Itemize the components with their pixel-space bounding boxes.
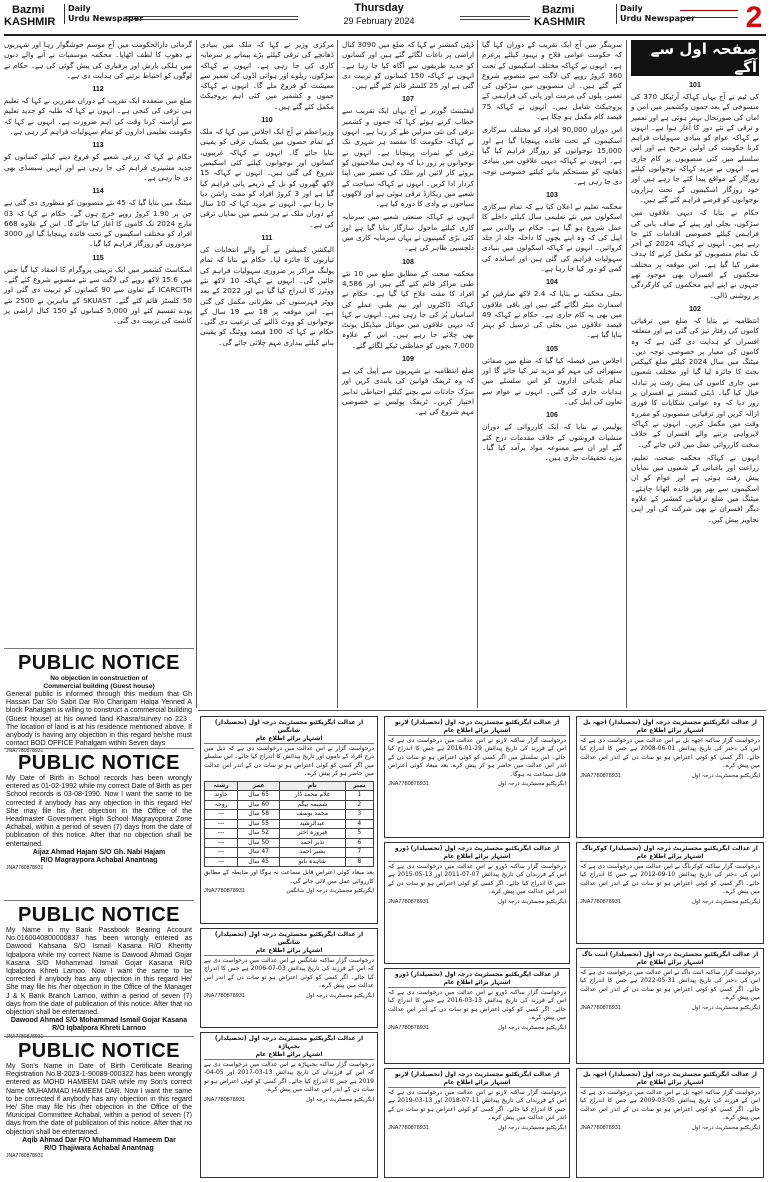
- table-cell: شمیمہ بیگم: [280, 800, 345, 810]
- table-row: [205, 838, 374, 848]
- table-cell: فیروزہ اختر: [280, 829, 345, 839]
- ad-subheading: اشتہار برائے اطلاع عام: [204, 1051, 374, 1060]
- ad-body: درخواست گزار ساکنہ کوکرناگ نے اس عدالت میں درخواست دی ہے کہ اس کی دختر کی تاریخ پیدائش 10-09-2012 ہے جس کا اندراج کیا جائے۔ اگر کسی کو کوئی اعتراض ہو تو سات دن کے اندر اس عدالت میں پیش کرے۔: [580, 863, 760, 896]
- table-cell: 1: [345, 791, 373, 801]
- news-column-1: [631, 80, 759, 704]
- table-cell: 47 سال: [238, 848, 280, 858]
- ad-code: JNA7780878931: [388, 781, 429, 788]
- table-cell: 7: [345, 848, 373, 858]
- table-row: [205, 857, 374, 867]
- notice-signature-line2: R/O Thajiwara Achabal Anantnag: [44, 1145, 154, 1153]
- ad-signature: ایگزیکٹیو مجسٹریٹ درجہ اول: [305, 1096, 374, 1103]
- column-divider: [337, 40, 338, 708]
- story-number: 102: [689, 305, 701, 313]
- notice-signature-line1: Aijaz Ahmad Hajam S/O Gh. Nabi Hajam: [32, 848, 166, 856]
- table-cell: ---: [205, 838, 238, 848]
- story-paragraph: انہوں نے کہاکہ محکمہ صحت، تعلیم، زراعت اور باغبانی کے شعبوں میں نمایاں پیش رفت ہوئی ہے اور عوام کو ان اسکیموں سے بھر پور فائدہ اٹھانا چاہئے۔ میٹنگ میں ضلع ترقیاتی کمشنر کے علاوہ دیگر افسران نے بھی شرکت کی اور اپنی تجاویز پیش کیں۔: [631, 452, 759, 524]
- story-number: 108: [402, 258, 414, 266]
- notice-code: JNA7780878931: [6, 748, 44, 755]
- court-notice-ad: [384, 716, 570, 838]
- masthead-rule-left: [126, 16, 298, 20]
- ad-subheading: اشتہار برائے اطلاع عام: [580, 727, 760, 736]
- notice-signature-line1: Aqib Ahmad Dar F/O Muhammad Hameem Dar: [22, 1136, 176, 1144]
- ad-signature: ایگزیکٹیو مجسٹریٹ درجہ اول: [691, 898, 760, 905]
- story-number: 114: [92, 188, 104, 196]
- story-paragraph: وزیراعظم نے آج ایک اجلاس میں کہا کہ ملک کے تمام حصوں میں یکساں ترقی کو یقینی بنایا جائے گا۔ انہوں نے کہاکہ غریبوں، کسانوں اور نوجوانوں کیلئے کئی اسکیمیں شروع کی گئی ہیں۔ انہوں نے کہاکہ 15 لاکھ گھروں کو نل کے ذریعے پانی فراہم کیا گیا ہے اور 3 کروڑ افراد کو مفت راشن دیا جا رہا ہے۔ انہوں نے مزید کہا کہ 10 سال کے دوران ملک نے ہر شعبے میں نمایاں ترقی کی ہے۔: [200, 127, 334, 229]
- story-paragraph: انہوں نے کہاکہ صنعتی شعبے میں سرمایہ کاری کیلئے ماحول سازگار بنایا گیا ہے اور کئی بڑی کمپنیوں نے یہاں سرمایہ کاری میں دلچسپی ظاہر کی ہے۔: [342, 212, 474, 253]
- public-notice: [4, 648, 194, 755]
- table-cell: ---: [205, 810, 238, 820]
- ad-subheading: اشتہار برائے اطلاع عام: [204, 735, 374, 744]
- ad-body: درخواست گزار ساکنہ اننت ناگ نے اس عدالت میں درخواست دی ہے کہ اس کی دختر کی تاریخ پیدائش 31-05-2022 ہے جس کا اندراج کیا جائے۔ اگر کسی کو کوئی اعتراض ہو تو سات دن کے اندر اس عدالت میں پیش کرے۔: [580, 969, 760, 1002]
- ad-signature: ایگزیکٹیو مجسٹریٹ درجہ اول: [691, 1004, 760, 1011]
- table-cell: غلام محمد ڈار: [280, 791, 345, 801]
- paragraph-gap: [631, 525, 759, 528]
- notice-heading-line1: No objection in construction of: [50, 675, 148, 682]
- news-column-2: [482, 40, 622, 704]
- story-number: 111: [261, 235, 273, 243]
- ad-heading: از عدالت ایگزیکٹیو مجسٹریٹ درجہ اول (تحصیلدار) بجبہاڑہ: [214, 1035, 364, 1050]
- notice-title: PUBLIC NOTICE: [17, 904, 181, 926]
- story-number: 110: [261, 117, 273, 125]
- story-paragraph: میٹنگ میں بتایا گیا کہ 45 نئے منصوبوں کو منظوری دی گئی ہے جن پر 1.90 کروڑ روپے خرچ ہوں گے۔ حکام نے کہا کہ 03 مارچ 2024 تک کاموں کا آغاز کیا جائے گا۔ اس کے علاوہ 668 افراد کو مختلف اسکیموں کے تحت فائدہ پہنچایا گیا اور 3000 مزدوروں کو روزگار فراہم کیا گیا۔: [4, 198, 193, 249]
- ad-heading: از عدالت ایگزیکٹیو مجسٹریٹ درجہ اول (تحصیلدار) اچھہ بل: [583, 719, 757, 726]
- story-paragraph: حکام نے بتایا کہ دیہی علاقوں میں سڑکوں، بجلی اور پینے کے صاف پانی کی فراہمی کیلئے خصوصی اقدامات کئے جا رہے ہیں۔ انہوں نے کہاکہ 2024 کے آخر تک تمام منصوبوں کو مکمل کرنے کا ہدف مقرر کیا گیا ہے۔ اس موقعہ پر مختلف محکموں کے افسران بھی موجود تھے جنہوں نے اپنے اپنے محکموں کی کارکردگی پر روشنی ڈالی۔: [631, 208, 760, 300]
- news-column-4: [200, 40, 334, 704]
- ad-code: JNA7780878931: [204, 887, 245, 894]
- story-paragraph: مرکزی وزیر نے کہا کہ ملک میں بنیادی ڈھانچے کی ترقی کیلئے بڑے پیمانے پر سرمایہ کاری کی جا رہی ہے۔ انہوں نے کہاکہ سڑکوں، ریلوے اور ہوائی اڈوں کی تعمیر سے معیشت کو فروغ ملے گا۔ انہوں نے کہاکہ جموں و کشمیر میں کئی اہم پروجیکٹ مکمل کئے گئے ہیں۔: [200, 40, 334, 111]
- story-paragraph: لیفٹیننٹ گورنر نے آج یہاں ایک تقریب سے خطاب کرتے ہوئے کہا کہ جموں و کشمیر ترقی کی نئی منزلیں طے کر رہا ہے۔ انہوں نے کہاکہ حکومت کا مقصد ہر شہری تک ترقی کے ثمرات پہنچانا ہے۔ انہوں نے نوجوانوں پر زور دیا کہ وہ اپنی صلاحیتوں کو بروئے کار لائیں اور ملک کی تعمیر میں اپنا کردار ادا کریں۔ انہوں نے کہاکہ سیاحت کے شعبے میں ریکارڈ ترقی ہوئی ہے اور لاکھوں سیاحوں نے وادی کا دورہ کیا ہے۔: [342, 106, 474, 209]
- story-number: 105: [546, 345, 558, 353]
- notice-title: PUBLIC NOTICE: [17, 752, 181, 774]
- notice-code: JNA7780878931: [6, 1033, 44, 1040]
- table-cell: 4: [345, 819, 373, 829]
- left-brand-line2: KASHMIR: [4, 16, 56, 28]
- notice-signature-line1: Dawood Ahmad S/O Mohammad Ismail Gojar Kasana: [10, 1017, 188, 1025]
- table-cell: 3: [345, 810, 373, 820]
- story-paragraph: گرمائی دارالحکومت میں آج موسم خوشگوار رہا اور شہریوں نے دھوپ کا لطف اٹھایا۔ محکمہ موسمیات نے آنے والے دنوں میں ہلکی بارش اور برفباری کی پیش گوئی کی ہے۔ حکام نے لوگوں کو احتیاط برتنے کی ہدایت دی ہے۔: [4, 40, 192, 80]
- ad-subheading: اشتہار برائے اطلاع عام: [388, 727, 566, 736]
- ad-footer: [580, 1124, 760, 1132]
- ad-signature: ایگزیکٹیو مجسٹریٹ درجہ اول: [305, 992, 374, 999]
- ad-subheading: اشتہار برائے اطلاع عام: [580, 1079, 760, 1088]
- table-cell: 50 سال: [238, 838, 280, 848]
- ad-subheading: اشتہار برائے اطلاع عام: [580, 959, 760, 968]
- story-paragraph: الیکشن کمیشن نے آنے والے انتخابات کی تیاریوں کا جائزہ لیا۔ حکام نے بتایا کہ تمام پولنگ مراکز پر ضروری سہولیات فراہم کی جائیں گی۔ انہوں نے کہاکہ 10 لاکھ نئے ووٹرز کا اندراج کیا گیا ہے اور 2022 کے بعد ووٹر فہرستوں کی نظرثانی مکمل کی گئی ہے۔ اس موقعہ پر 18 سے 19 سال کے نوجوانوں کو ووٹ ڈالنے کی ترغیب دی گئی۔ حکام نے کہا کہ 100 فیصد ووٹنگ کو یقینی بنانے کیلئے بیداری مہم چلائی جائے گی۔: [200, 245, 334, 347]
- ad-heading: از عدالت ایگزیکٹیو مجسٹریٹ درجہ اول (تحصیلدار) لارنو: [394, 719, 560, 726]
- court-notice-ad: [576, 842, 764, 944]
- ad-body-bottom: بعد میعاد کوئی اعتراض قابل سماعت نہ ہوگا اور ضابطہ کے مطابق کارروائی عمل میں لائی جائے گی۔: [204, 869, 374, 885]
- ad-code: JNA7780878931: [580, 898, 621, 905]
- ad-subheading: اشتہار برائے اطلاع عام: [388, 979, 566, 988]
- ad-subheading: اشتہار برائے اطلاع عام: [580, 853, 760, 862]
- news-column-5: [4, 40, 192, 644]
- story-number: 113: [92, 142, 104, 150]
- story-paragraph: انتظامیہ نے بتایا کہ ضلع میں ترقیاتی کاموں کی رفتار تیز کی گئی ہے اور متعلقہ افسران کو ہدایت دی گئی ہے کہ وہ کاموں کی معیار پر خصوصی توجہ دیں۔ میٹنگ میں سال 2024 کیلئے ضلع کیپکس بجٹ کا جائزہ لیا گیا اور مختلف شعبوں میں جاری کاموں کی پیش رفت پر تبادلہ خیال کیا گیا۔ ڈپٹی کمشنر نے افسران پر زور دیا کہ وہ عوامی شکایات کا فوری ازالہ کریں اور ترقیاتی منصوبوں کو مقررہ وقت میں مکمل کریں۔ انہوں نے کہاکہ لاپرواہی برتنے والے افسران کے خلاف سخت کارروائی عمل میں لائی جائے گی۔: [631, 315, 759, 449]
- table-cell: عبدالرشید: [280, 819, 345, 829]
- story-paragraph: ضلع انتظامیہ نے شہریوں سے اپیل کی ہے کہ وہ ٹریفک قوانین کی پابندی کریں اور سڑک حادثات سے بچنے کیلئے احتیاطی تدابیر اختیار کریں۔ ٹریفک پولیس نے خصوصی مہم شروع کی ہے۔: [342, 366, 474, 417]
- table-row: [205, 800, 374, 810]
- right-brand: [534, 4, 585, 28]
- ad-signature: ایگزیکٹیو مجسٹریٹ درجہ اول: [691, 1124, 760, 1131]
- ad-footer: [388, 1124, 566, 1132]
- story-paragraph: ڈپٹی کمشنر نے کہا کہ ضلع میں 3090 کنال اراضی پر باغات لگائے گئے ہیں اور کسانوں کو جدید طریقوں سے آگاہ کیا جا رہا ہے۔ انہوں نے کہاکہ 150 کسانوں کو تربیت دی گئی ہے اور 25 کلسٹر قائم کئے گئے ہیں۔: [342, 40, 474, 91]
- ad-code: JNA7780878931: [580, 772, 621, 779]
- right-brand-line1: Bazmi: [542, 4, 575, 16]
- court-notice-table-ad: [200, 716, 378, 924]
- ad-body: درخواست گزار ساکنہ شانگس نے اس عدالت میں درخواست دی ہے کہ اس کے فرزند کی تاریخ پیدائش 03-07-2006 ہے جس کا اندراج کیا جائے۔ اگر کسی کو کوئی اعتراض ہو تو سات دن کے اندر اس عدالت میں پیش کرے۔: [204, 957, 374, 990]
- ad-heading: از عدالت ایگزیکٹیو مجسٹریٹ درجہ اول (تحصیلدار) اننت ناگ: [581, 951, 759, 958]
- court-notice-ad: [384, 1068, 570, 1178]
- ad-code: JNA7780878931: [388, 1124, 429, 1131]
- ad-heading: از عدالت ایگزیکٹیو مجسٹریٹ درجہ اول (تحصیلدار) شانگس: [214, 719, 364, 734]
- page-number: 2: [742, 2, 766, 34]
- ad-body: درخواست گزار ساکنہ بجبہاڑہ نے اس عدالت میں درخواست دی ہے کہ اس کے فرزندان کی تاریخ پیدائش 13-03-2017 اور 05-04-2019 ہے جس کا اندراج کیا جائے۔ اگر کسی کو کوئی اعتراض ہو تو سات دن کے اندر اس عدالت میں پیش کرے۔: [204, 1061, 375, 1094]
- ad-body: درخواست گزار ساکنہ اچھہ بل نے اس عدالت میں درخواست دی ہے کہ اس کے فرزند کی تاریخ پیدائش 05-03-2009 ہے جس کا اندراج کیا جائے۔ اگر کسی کو کوئی اعتراض ہو تو سات دن کے اندر اس عدالت میں پیش کرے۔: [580, 1089, 760, 1122]
- table-cell: بشیر احمد: [280, 848, 345, 858]
- public-notice: [4, 1033, 194, 1180]
- notice-title: PUBLIC NOTICE: [17, 652, 181, 674]
- story-number: 101: [689, 82, 701, 89]
- right-subtitle-line2: Urdu Newspaper: [620, 14, 696, 23]
- table-header-cell: رشتہ: [205, 781, 238, 791]
- ad-subheading: اشتہار برائے اطلاع عام: [204, 947, 374, 956]
- table-cell: زوجہ: [205, 800, 238, 810]
- story-paragraph: بجلی محکمہ نے بتایا کہ 2.4 لاکھ صارفین کو اسمارٹ میٹر لگائے گئے ہیں اور باقی علاقوں میں بھی یہ کام جاری ہے۔ حکام نے کہاکہ 49 فیصد علاقوں میں بجلی کی ترسیل کو بہتر بنایا گیا ہے۔: [482, 289, 622, 340]
- table-cell: ---: [205, 819, 238, 829]
- masthead-rule-right: [460, 16, 530, 20]
- ads-top-rule: [198, 710, 766, 711]
- table-cell: ---: [205, 829, 238, 839]
- notice-signature-line2: R/O Iqbalpora Khreti Larnoo: [52, 1025, 146, 1033]
- table-row: [205, 791, 374, 801]
- ad-code: JNA7780878931: [580, 1004, 621, 1011]
- ad-heading: از عدالت ایگزیکٹیو مجسٹریٹ درجہ اول (تحصیلدار) کوکرناگ: [582, 845, 758, 852]
- story-number: 106: [546, 412, 558, 420]
- left-subtitle-line2: Urdu Newspaper: [68, 14, 144, 23]
- ad-body: درخواست گزار ساکنہ لارنو نے اس عدالت میں درخواست دی ہے کہ اس کے فرزندان کی تاریخ پیدائش 11-07-2018 اور 13-03-2019 ہے جس کا اندراج کیا جائے۔ اگر کسی کو کوئی اعتراض ہو تو سات دن کے اندر اس عدالت میں پیش کرے۔: [388, 1089, 566, 1122]
- ad-footer: [204, 992, 374, 1000]
- table-row: [205, 810, 374, 820]
- section-banner: [631, 40, 759, 76]
- table-header-cell: عمر: [238, 781, 280, 791]
- story-paragraph: محکمہ تعلیم نے اعلان کیا ہے کہ تمام سرکاری اسکولوں میں نئے تعلیمی سال کیلئے داخلے کا عمل شروع ہو گیا ہے۔ حکام نے والدین سے اپیل کی کہ وہ اپنے بچوں کا داخلہ جلد از جلد کروائیں۔ انہوں نے کہاکہ اسکولوں میں بنیادی سہولیات فراہم کی گئی ہیں اور اساتذہ کی کمی کو دور کیا جا رہا ہے۔: [482, 202, 622, 273]
- table-cell: 5: [345, 829, 373, 839]
- ad-signature: ایگزیکٹیو مجسٹریٹ درجہ اول: [497, 1124, 566, 1131]
- ad-heading: از عدالت ایگزیکٹیو مجسٹریٹ درجہ اول (تحصیلدار) اچھہ بل: [583, 1071, 757, 1078]
- ad-heading: از عدالت ایگزیکٹیو مجسٹریٹ درجہ اول (تحصیلدار) لارنو: [394, 1071, 560, 1078]
- ad-signature: ایگزیکٹیو مجسٹریٹ درجہ اول: [691, 772, 760, 779]
- left-brand: [4, 4, 55, 28]
- story-paragraph: محکمہ صحت کے مطابق ضلع میں 10 نئے طبی مراکز قائم کئے گئے ہیں اور 4,586 افراد کا مفت علاج کیا گیا ہے۔ حکام نے کہاکہ ڈاکٹروں اور نیم طبی عملے کی اسامیاں پُر کی جا رہی ہیں۔ انہوں نے کہا کہ دیہی علاقوں میں موبائل میڈیکل یونٹ بھی چلائے جا رہے ہیں۔ اس کے علاوہ 7,000 بچوں کو حفاظتی ٹیکے لگائے گئے۔: [342, 268, 475, 350]
- table-cell: نذیر احمد: [280, 838, 345, 848]
- court-notice-ad: [384, 842, 570, 964]
- notice-code: JNA7780878931: [6, 865, 44, 872]
- story-paragraph: اجلاس میں فیصلہ کیا گیا کہ ضلع میں صفائی ستھرائی کی مہم کو مزید تیز کیا جائے گا اور تمام بلدیاتی اداروں کو اس سلسلے میں ہدایات جاری کی گئیں۔ انہوں نے عوام سے تعاون کی اپیل کی۔: [482, 355, 622, 406]
- story-paragraph: اس دوران 90,000 افراد کو مختلف سرکاری اسکیموں کے تحت فائدہ پہنچایا گیا ہے اور 15,000 نوجوانوں کو روزگار فراہم کیا گیا ہے۔ انہوں نے کہاکہ دیہی علاقوں میں بنیادی ڈھانچہ کو مستحکم بنانے کیلئے خصوصی توجہ دی جا رہی ہے۔: [482, 125, 623, 186]
- ad-signature: ایگزیکٹیو مجسٹریٹ درجہ اول: [497, 781, 566, 788]
- ad-heading: از عدالت ایگزیکٹیو مجسٹریٹ درجہ اول (تحصیلدار) شانگس: [214, 931, 364, 946]
- table-header-cell: نمبر: [345, 781, 373, 791]
- masthead: [4, 2, 766, 36]
- story-paragraph: حکام نے کہا کہ زرعی شعبے کو فروغ دینے کیلئے کسانوں کو جدید مشینری فراہم کی جا رہی ہے اور انہیں سبسڈی بھی دی جا رہی ہے۔: [4, 152, 192, 182]
- notice-body: My Date of Birth in School records has been wrongly entered as 01-02-1992 while my correct Date of Birth as per School records is 03-08-1990. Now I want the same to be corrected if anybody has any objection in this regard He/ She may file his /her objection in the Office of the Headmaster Government High School Magrayopora Zone Achabal, within a period of seven (7) days from the date of publication of this notice. After that no objection shall be entertained.: [6, 775, 192, 848]
- ad-footer: [580, 772, 760, 780]
- ad-code: JNA7780878931: [204, 1096, 245, 1103]
- table-row: [205, 848, 374, 858]
- left-subtitle: [64, 4, 143, 24]
- story-number: 109: [402, 356, 414, 364]
- paragraph-gap: [482, 463, 622, 466]
- story-number: 103: [546, 192, 558, 200]
- table-cell: 52 سال: [238, 829, 280, 839]
- ad-heading: از عدالت ایگزیکٹیو مجسٹریٹ درجہ اول (تحصیلدار) ڈورو: [394, 971, 560, 978]
- court-notice-ad: [576, 948, 764, 1064]
- paragraph-gap: [4, 327, 192, 330]
- table-row: [205, 819, 374, 829]
- ad-code: JNA7780878931: [388, 898, 429, 905]
- table-cell: خاوند: [205, 791, 238, 801]
- notice-title: PUBLIC NOTICE: [17, 1040, 181, 1062]
- notice-body: My Name in my Bank Passbook Bearing Account No.0160040800000837 has been wrongly entered as Dawood Kahsana S/O Ismail Kasana R/O Kheritty Iqbalpora while my correct Name is Dawood Ahmad Gojar Kasana S/O Mohammad Ismail Gojar Kasana R/O Iqbalpora Khreti Larnoo. Now I want the same to be corrected if anybody has any objection in this regard He/ She may file his /her objection in the Office of the Manager J & K Bank Branch Larnoo, within a period of seven (7) days from the date of publication of this notice. After that no objection shall be entertained.: [6, 927, 192, 1017]
- ad-footer: [388, 898, 566, 906]
- ad-code: JNA7780878931: [204, 992, 245, 999]
- table-cell: 60 سال: [238, 800, 280, 810]
- table-cell: شاہدہ بانو: [280, 857, 345, 867]
- right-subtitle-line1: Daily: [620, 4, 643, 13]
- story-number: 115: [92, 254, 104, 262]
- persons-table: [204, 781, 374, 868]
- court-notice-ad: [576, 1068, 764, 1178]
- story-paragraph: اسکاسٹ کشمیر میں ایک تربیتی پروگرام کا انعقاد کیا گیا جس میں 15.6 لاکھ روپے کی لاگت سے نئے منصوبے شروع کئے گئے۔ ICARCITH کے تعاون سے 90 کسانوں کو تربیت دی گئی اور 50 کلسٹر قائم کئے گئے۔ SKUAST کے ماہرین نے 2500 نئے پودے تقسیم کئے اور 5,000 کسانوں کو 150 کنال اراضی پر کاشت کی تربیت دی گئی۔: [4, 264, 192, 326]
- ad-footer: [580, 1004, 760, 1012]
- ad-subheading: اشتہار برائے اطلاع عام: [388, 1079, 566, 1088]
- ad-body: درخواست گزار ساکنہ اچھہ بل نے اس عدالت میں درخواست دی ہے کہ اس کی دختر کی تاریخ پیدائش 01-06-2008 ہے جس کا اندراج کیا جائے۔ اگر کسی کو کوئی اعتراض ہو تو سات دن کے اندر اس عدالت میں پیش کرے۔: [580, 737, 760, 770]
- story-number: 112: [92, 86, 104, 94]
- ad-footer: [204, 887, 374, 895]
- table-cell: 6: [345, 838, 373, 848]
- court-notice-ad: [200, 1032, 378, 1178]
- ad-footer: [580, 898, 760, 906]
- table-cell: ---: [205, 857, 238, 867]
- masthead-rule-red: [680, 10, 738, 18]
- story-number: 107: [402, 96, 414, 104]
- table-cell: 58 سال: [238, 810, 280, 820]
- story-paragraph: کی ٹیم نے آج یہاں کہاکہ آرٹیکل 370 کی منسوخی کے بعد جموں وکشمیر میں امن و امان کی صورتحال بہتر ہوئی ہے اور تعمیر و ترقی کے نئے دور کا آغاز ہوا ہے۔ انہوں نے کہاکہ عوام کو بنیادی سہولیات فراہم کرنا حکومت کی اولین ترجیح ہے اور اس سلسلے میں کئی منصوبوں پر کام جاری ہے۔ انہوں نے مزید کہاکہ نوجوانوں کیلئے روزگار کے مواقع پیدا کئے جا رہے ہیں اور خود روزگار اسکیموں کے تحت ہزاروں نوجوانوں کو قرضے فراہم کئے گئے ہیں۔: [631, 92, 759, 204]
- ad-body: درخواست گزار ساکنہ لارنو نے اس عدالت میں درخواست دی ہے کہ اس کے فرزند کی تاریخ پیدائش 29-01-2016 ہے جس کا اندراج کیا جائے۔ اس سلسلے میں اگر کسی کو کوئی اعتراض ہو تو سات دن کے اندر اس عدالت میں حاضر ہو کر پیش کرے، بعد میعاد کوئی اعتراض قابل سماعت نہ ہوگا۔: [388, 737, 567, 778]
- notice-code: JNA7780878931: [6, 1153, 44, 1160]
- notice-body: General public is informed through this medium that Gh Hassan Dar S/o Sabit Dar R/o Charigam Halqa Yenned A block Pahalgam is willing to construct a commercial building (Guest house) at his owned land Khasra/survey no 223 . The location of land is at his residence mentioned above. If anybody is having any objection in this regard he/she must contact BOD OFFICE Pahalgam within Seven days: [6, 691, 192, 748]
- table-cell: 65 سال: [238, 791, 280, 801]
- table-cell: 55 سال: [238, 819, 280, 829]
- table-cell: 8: [345, 857, 373, 867]
- court-notice-ad: [576, 716, 764, 838]
- ad-body-top: درخواست گزار نے اس عدالت میں درخواست دی ہے کہ ذیل میں درج افراد کے ناموں اور تاریخ پیدائش کا اندراج کیا جائے۔ اس سلسلے میں اگر کسی کو کوئی اعتراض ہو تو سات دن کے اندر اس عدالت میں حاضر ہو کر پیش کرے۔: [204, 745, 374, 778]
- table-header-cell: نام: [280, 781, 345, 791]
- table-cell: ---: [205, 848, 238, 858]
- ad-signature: ایگزیکٹیو مجسٹریٹ درجہ اول: [497, 1024, 566, 1031]
- section-banner-text: صفحہ اول سے آگے: [650, 40, 757, 76]
- court-notice-ad: [384, 968, 570, 1064]
- court-notice-ad: [200, 928, 378, 1028]
- ad-footer: [388, 780, 566, 788]
- story-paragraph: ضلع میں منعقدہ ایک تقریب کے دوران مقررین نے کہا کہ تعلیم ہی ترقی کی کنجی ہے۔ انہوں نے کہا کہ طلبہ کو جدید تعلیم سے آراستہ کرنا وقت کی اہم ضرورت ہے۔ انہوں نے کہا کہ حکومت تعلیمی اداروں کو تمام سہولیات فراہم کر رہی ہے۔: [4, 96, 192, 137]
- table-cell: محمد یوسف: [280, 810, 345, 820]
- story-number: 104: [546, 279, 558, 287]
- issue-day: Thursday: [354, 2, 404, 14]
- story-paragraph: پولیس نے بتایا کہ ایک کارروائی کے دوران منشیات فروشوں کے خلاف مقدمات درج کئے گئے اور ان سے ممنوعہ مواد برآمد کیا گیا۔ مزید تحقیقات جاری ہیں۔: [482, 422, 622, 463]
- left-subtitle-line1: Daily: [68, 4, 91, 13]
- notice-heading-line2: Commercial building (Guest house): [43, 683, 155, 690]
- public-notice: [4, 748, 194, 898]
- ad-signature: ایگزیکٹیو مجسٹریٹ درجہ اول شانگس: [286, 887, 374, 894]
- column-divider: [196, 40, 197, 708]
- masthead-date-block: [304, 2, 454, 27]
- news-column-3: [342, 40, 474, 704]
- table-cell: 2: [345, 800, 373, 810]
- notice-signature-line2: R/O Magraypora Achabal Anantnag: [40, 857, 158, 865]
- column-divider: [477, 40, 478, 708]
- paragraph-gap: [342, 418, 474, 421]
- ad-heading: از عدالت ایگزیکٹیو مجسٹریٹ درجہ اول (تحصیلدار) ڈورو: [394, 845, 560, 852]
- ad-code: JNA7780878931: [580, 1124, 621, 1131]
- ad-footer: [204, 1096, 374, 1104]
- column-divider: [626, 40, 627, 708]
- public-notice: [4, 900, 194, 1040]
- ad-body: درخواست گزار ساکنہ ڈورو نے اس عدالت میں درخواست دی ہے کہ اس کے فرزند کی تاریخ پیدائش 13-03-2016 ہے جس کا اندراج کیا جائے۔ اگر کسی کو کوئی اعتراض ہو تو سات دن کے اندر اس عدالت میں پیش کرے۔: [388, 989, 567, 1022]
- ad-subheading: اشتہار برائے اطلاع عام: [388, 853, 566, 862]
- table-cell: 45 سال: [238, 857, 280, 867]
- left-brand-line1: Bazmi: [12, 4, 45, 16]
- ad-code: JNA7780878931: [388, 1024, 429, 1031]
- issue-date: 29 February 2024: [343, 16, 415, 26]
- story-paragraph: سرینگر میں آج ایک تقریب کے دوران کہا گیا کہ حکومت عوامی فلاح و بہبود کیلئے پرعزم ہے۔ انہوں نے کہاکہ مختلف اسکیموں کے تحت 360 کروڑ روپے کی لاگت سے منصوبے شروع کئے گئے ہیں۔ ان منصوبوں میں سڑکوں کی تعمیر، پلوں کی مرمت اور پانی کی فراہمی کے پروجیکٹ شامل ہیں۔ انہوں نے کہاکہ 75 فیصد کام مکمل ہو چکا ہے۔: [482, 40, 622, 122]
- table-row: [205, 829, 374, 839]
- notice-body: My Son's Name in Date of Birth Certificate Bearing Registration No.B-2023-1-90089-000322 has been wrongly entered as MOHD HAMEEM DAR while my Son's correct Name MUHAMMAD HAMEEM DAR. Now I want the same to be corrected if anybody has any objection in this regard He/ She may file his /her objection in the Office of the Municipal Committee Achabal, within a period of seven (7) days from the date of publication of this notice. After that no objection shall be entertained.: [6, 1063, 192, 1136]
- ad-signature: ایگزیکٹیو مجسٹریٹ درجہ اول: [497, 898, 566, 905]
- right-brand-line2: KASHMIR: [534, 16, 586, 28]
- ad-body: درخواست گزار ساکنہ ڈورو نے اس عدالت میں درخواست دی ہے کہ اس کے فرزندان کی تاریخ پیدائش 07-07-2011 اور 13-05-2015 ہے جس کا اندراج کیا جائے۔ اگر کسی کو کوئی اعتراض ہو تو سات دن کے اندر اس عدالت میں پیش کرے۔: [388, 863, 566, 896]
- paragraph-gap: [200, 348, 334, 351]
- ad-footer: [388, 1024, 566, 1032]
